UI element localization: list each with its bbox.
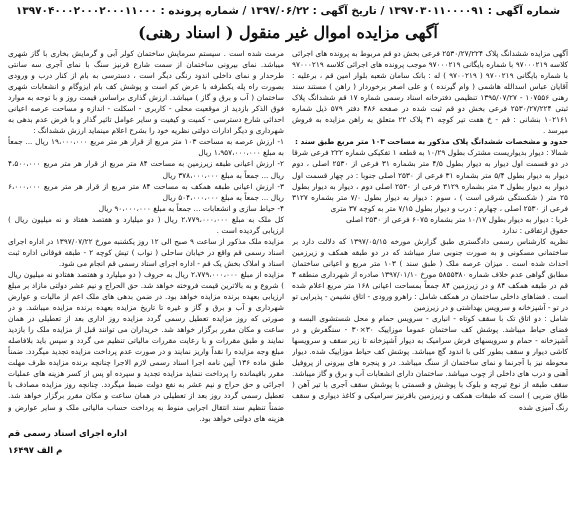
- paragraph: ۳- ارزش اعیانی طبقه همکف به مساحت ۸۴ متر مربع از قرار هر متر مربع ۶،۰۰۰،۰۰۰ ریال ... جمعاً به مبلغ ۵۰۴،۰۰۰،۰۰۰ ریال: [8, 181, 284, 202]
- paragraph: مرمت شده است . سیستم سرمایش ساختمان کولر آبی و گرمایش بخاری با گاز شهری میباشد. نمای بیرونی ساختمان از سمت شارع قرنیز سنگ با نمای آجری سه سانتی طرحدار و نمای داخلی اندود رنگی دیگر است ، دسترسی به بام از کنار درب و ورودی بصورت راه پله یکطرفه با عرض کم است و پوشش کف بام ایزوگام و انشعابات شهری ساختمان ( آب و برق و گاز ) میباشد. ارزش گذاری براساس قیمت روز و با توجه به موارد فوق الذکر بازدید از موقعیت محلی - کاربری - اسکلت - اندازه و مساحت عرصه اعیانی احداثی شارع دسترسی - کمیت و کیفیت و سایر عوامل تاثیر گذار و با فرض عدم بدهی به شهرداری و دیگر ادارات دولتی نظریه خود را بشرح اعلام مینماید ارزش ششدانگ :: [8, 49, 284, 136]
- notice-body: [8, 48, 568, 500]
- paragraph: ۲- ارزش اعیانی طبقه زیرزمین به مساحت ۸۴ متر مربع از قرار هر متر مربع ۴،۵۰۰،۰۰۰ ریال ... جمعاً به مبلغ ۳۷۸،۰۰۰،۰۰۰ ریال: [8, 159, 284, 180]
- paragraph: شمالا : دیوار بدیواریست مشترک بطول ۱۰/۲۹ به قطعه ۱ تفکیکی شماره ۲۲۲ فرعی شرقا در دو قسمت اول دیوار به دیوار بطول ۴/۵ متر بشماره ۳۱ فرعی از ۲۵۳۰ اصلی ، دوم دیوار به دیوار بطول ۵/۴ متر بشماره ۳۱ فرعی از ۲۵۳۰ اصلی جنوبا : در چهار قسمت اول دیوار به دیوار بطول ۳ متر بشماره ۳۱۲۹ فرعی از ۲۵۳۰ اصلی دوم ، دیوار به دیوار بطول ۲۵ متر ( شکستگی شرقی است ) ، سوم : دیوار به دیوار بطول ۷/۰ متر بشماره ۳۱۲۷ فرعی از ۲۵۳۰ اصلی ، چهارم : درب و دیوار بطول ۷/۱۵ متر به کوچه ۳۷ متری: [292, 148, 568, 213]
- signature-office: اداره اجرای اسناد رسمی قم: [8, 428, 128, 439]
- paragraph: نظریه کارشناس رسمی دادگستری طبق گزارش مورخه ۱۳۹۷/۰۵/۱۵ که دلالت دارد بر ساختمانی مسکونی و به صورت جنوبی ساز میباشد که در دو طبقه همکف و زیرزمین احداث شده است . میزان عرصه ملک ( طبق سند ) ۱۰۳ متر مربع و اعیانی ساختمان مطابق گواهی عدم خلاف شماره ۵۸۵۵۳۸۰ مورخ ۱۳۹۷/۰۱/۱۰ صادره از شهرداری منطقه ۴ قم در طبقه همکف ۸۴ و در زیرزمین ۸۴ جمعاً بمساحت اعیانی ۱۶۸ متر مربع اعلام شده است . فضاهای داخلی ساختمان در همکف شامل : راهرو ورودی - اتاق نشیمن - پذیرایی تو در تو - آشپزخانه و سرویس بهداشتی و در زیرزمین: [292, 236, 568, 313]
- signature-ref: م الف ۱۶۴۹۷: [8, 445, 63, 456]
- paragraph: حدود و مشخصات ششدانگ پلاک مذکور به مساحت ۱۰۳ متر مربع طبق سند :: [294, 137, 568, 147]
- paragraph: ۱- ارزش عرصه به مساحت ۱۰۳ متر مربع از قرار هر متر مربع ۱۹،۰۰۰،۰۰۰ ریال ... جمعاً به مبلغ ۱،۹۵۷،۰۰۰،۰۰۰ ریال: [8, 137, 284, 158]
- paragraph: مزایده از مبلغ ۲،۷۷۹،۰۰۰،۰۰۰ ریال به حروف ( دو میلیارد و هفتصد هفتادو نه میلیون ریال ) شروع و به بالاترین قیمت فروخته خواهد شد. حق الحراج و نیم عشر دولتی مازاد بر مبلغ ارزیابی بعهده برنده مزایده خواهد بود. در ضمن بدهی های ملک اعم از مالیات و عوارض شهرداری و آب و برق و گاز و غیره تا تاریخ مزایده بعهده برنده مزایده میباشد. و در صورتی که روز مزایده تعطیل رسمی گردد مزایده روز اداری بعد از تعطیلی در همان ساعت و مکان مقرر برگزار خواهد شد. خریداران می توانند قبل از مزایده ملک را بازدید نمایند و طبق مقررات و با رعایت مقررات مالیاتی تنظیم می گردد و سپس باید بلافاصله مبلغ وجه مزایده را نقداً واریز نمایند و در صورت عدم پرداخت مزایده تجدید میگردد. ضمناً طبق ماده ۱۳۶ آیین نامه اجرا اسناد رسمی لازم الاجرا چنانچه برنده مزایده ظرف مهلت مقرر باقیمانده را پرداخت ننماید مزایده تجدید و سپرده او پس از کسر هزینه های عملیات اجرائی و حق حراج و نیم عشر به نفع دولت ضبط میگردد. چنانچه روز مزایده مصادف با تعطیل رسمی گردد روز بعد از تعطیلی در همان ساعت و مکان مقرر برگزار خواهد شد. ضمناً تنظیم سند انتقال اجرایی منوط به پرداخت حساب مالیاتی ملک و سایر عوارض و هزینه های دولتی خواهد بود.: [8, 269, 284, 423]
- paragraph: آگهی مزایده ششدانگ پلاک ۲۵۳۰/۲۷/۲۲۴ فرعی بخش دو قم مربوط به پرونده های اجرائی کلاسه ۹۷۰۰۰۲۱۹ با شماره بایگانی ۹۷۰۰۰۲۱۹ موجب پرونده های اجرائی کلاسه ۹۷۰۰۰۲۱۹ با شماره بایگانی ۹۷۰۰۲۱۹ ( ۹۷۰۰۲۱۹ ) له : بانک سامان شعبه بلوار امین قم ، برعلیه : آقایان عباس اسدالله هاشمی ( وام گیرنده ) و علی اصغر برخوردار ( راهن ) مستند سند رهنی ۱۰۷۵۵۶ - ۱۳۹۵/۰۷/۲۷ تنظیمی دفترخانه اسناد رسمی شماره ۱۷ قم ششدانگ پلاک ثبتی ۲۵۳۰/۲۷/۲۲۴ فرعی بخش دو قم ثبت شده در صفحه ۴۸۶ دفتر ۵۷۹ ذیل شماره ۱۰۲۱۶۱ بنشانی : قم - خ هفت تیر کوچه ۳۱ پلاک ۲۲ متعلق به راهن مزایده به فروش میرسد .: [292, 49, 568, 136]
- paragraph: حقوق ارتفاقی : ندارد: [502, 225, 568, 235]
- paragraph: شامل : دو اتاق تک با سقف کوتاه - انباری - سرویس حمام و محل شستشوی البسه و فضای حیاط میباشد. پوشش کف ساختمان عموما موزاییک ۳۰×۳۰ - سنگفرش و در آشپزخانه - حمام و سرویسهای فرش سرامیک به دیوار آشپزخانه تا زیر سقف و سرویسها کاشی دیوار و سقف بطور کلی با اندود گچ میباشد. پوشش کف حیاط موزاییک شده. دیوار محوطه نیز با آجرنما و نمای ساختمان از سنگ میباشد. در و پنجره های بیرونی از پروفیل آهنی و درب های داخلی از چوب میباشد. ساختمان دارای انشعابات آب و برق و گاز میباشد. سقف طبقه از نوع تیرچه و بلوک با پوشش و قسمتی با پوشش سقف آجری با تیر آهن ( طاق ضربی ) است که طبقات همکف و زیرزمین باقرنیز سرامیکی و کاغذ دیواری و سقف رنگ آمیزی شده: [292, 314, 568, 412]
- paragraph: ۴- حیاط سازی و انشعابات ... جمعاً به مبلغ ۹۰،۰۰۰،۰۰۰ ریال: [98, 203, 284, 213]
- notice-meta-line: شماره آگهی : ۱۳۹۷۰۳۰۱۱۰۰۰۰۹۱ / تاریخ آگهی : ۱۳۹۷/۰۶/۲۲ / شماره پرونده : ۱۳۹۷۰۴۰۰۰۲۰۰۰۲۰۰۰۱۱۰۰۰: [15, 5, 561, 17]
- notice-title: آگهی مزایده اموال غیر منقول ( اسناد رهنی): [138, 23, 438, 42]
- left-column: [8, 48, 284, 500]
- paragraph: مزایده ملک مذکور از ساعت ۹ صبح الی ۱۲ روز یکشنبه مورخ ۱۳۹۷/۰۷/۲۲ در اداره اجرای اسناد رسمی قم واقع در خیابان ساحلی ( نواب ) تیش کوچه ۲ - طبقه فوقانی اداره ثبت اسناد و املاک بخش یک قم - اداره اجرای اسناد رسمی قم انجام می شود.: [8, 236, 284, 268]
- right-column: [292, 48, 568, 500]
- paragraph: کل ملک به مبلغ ۲،۷۷۹،۰۰۰،۰۰۰ ریال ( دو میلیارد و هفتصد هفتاد و نه میلیون ریال ) ارزیابی گردیده است .: [8, 214, 284, 235]
- paragraph: غربا : دیوار به دیوار بطول ۱۰/۱۷ متر بشماره ۶۰۷۵ فرعی از ۲۵۳۰ اصلی: [346, 214, 568, 224]
